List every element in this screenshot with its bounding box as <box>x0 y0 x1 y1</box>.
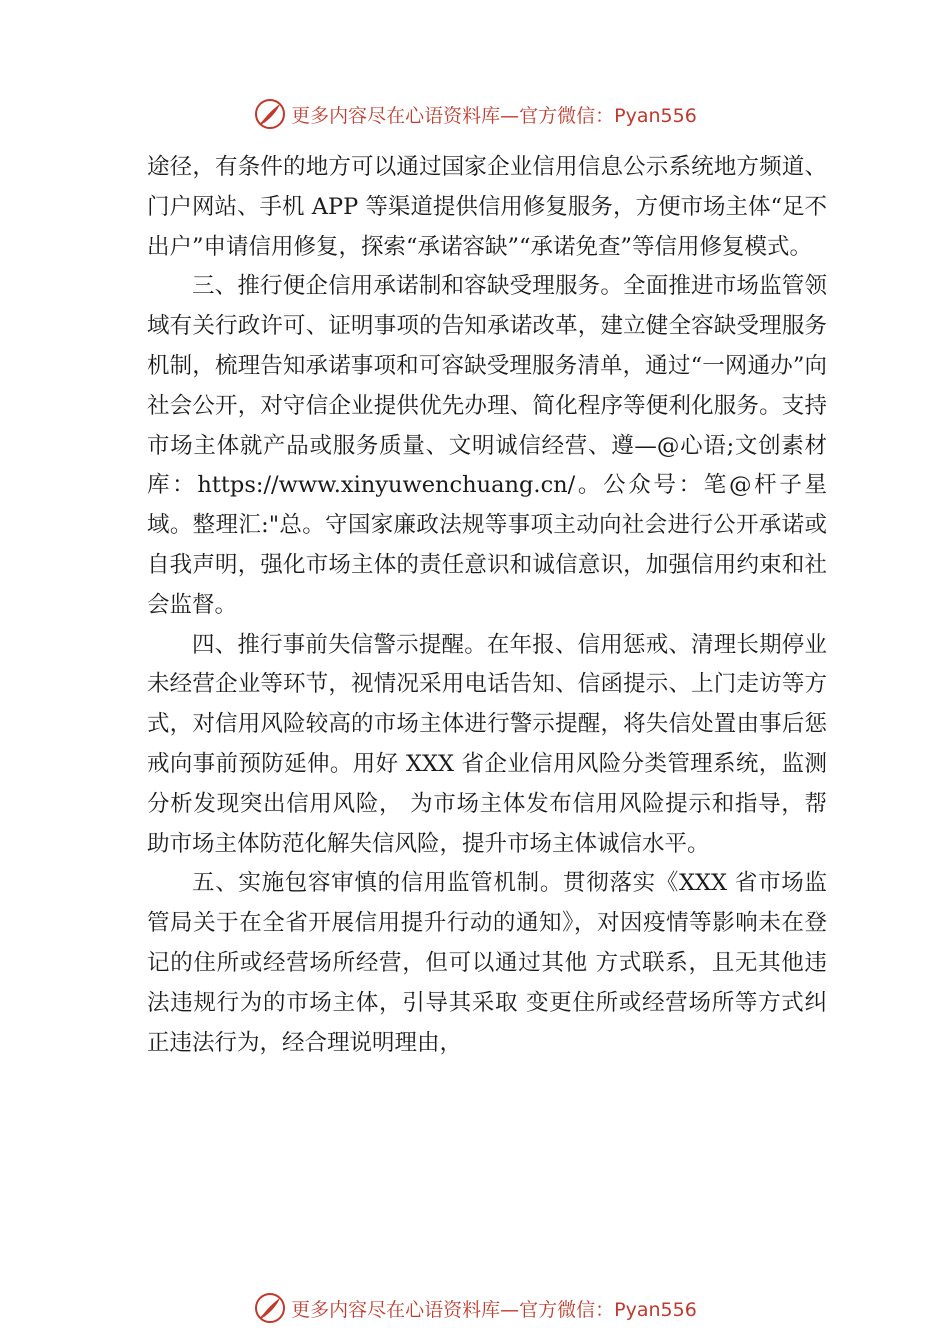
paragraph-section-4: 四、推行事前失信警示提醒。在年报、信用惩戒、清理长期停业未经营企业等环节，视情况采用电话告知、信函提示、上门走访等方式，对信用风险较高的市场主体进行警示提醒，将失信处置由事后惩戒向事前预防延伸。用好 XXX 省企业信用风险分类管理系统，监测分析发现突出信用风险， 为市场主体发布信用风险提示和指导，帮助市场主体防范化解失信风险，提升市场主体诚信水平。 <box>147 631 827 857</box>
paragraph-continuation: 途径，有条件的地方可以通过国家企业信用信息公示系统地方频道、门户网站、手机 APP 等渠道提供信用修复服务，方便市场主体“足不出户”申请信用修复，探索“承诺容缺”“承诺免查”等信用修复模式。 <box>147 154 827 260</box>
banner-text-wechat: —官方微信：Pyan556 <box>500 1298 697 1321</box>
header-banner <box>0 94 950 134</box>
footer-banner <box>0 1288 950 1328</box>
paragraph-section-5: 五、实施包容审慎的信用监管机制。贯彻落实《XXX 省市场监管局关于在全省开展信用提升行动的通知》，对因疫情等影响未在登记的住所或经营场所经营，但可以通过其他 方式联系，且无其他违法违规行为的市场主体，引导其采取 变更住所或经营场所等方式纠正违法行为，经合理说明理由， <box>147 870 827 1056</box>
quill-logo-icon <box>253 1291 287 1325</box>
banner-text-wechat: —官方微信：Pyan556 <box>500 104 697 127</box>
quill-logo-icon <box>253 97 287 131</box>
banner-text-main: 更多内容尽在心语资料库 <box>291 104 501 127</box>
document-body <box>147 148 827 1063</box>
banner-text-main: 更多内容尽在心语资料库 <box>291 1298 501 1321</box>
paragraph-section-3: 三、推行便企信用承诺制和容缺受理服务。全面推进市场监管领域有关行政许可、证明事项的告知承诺改革，建立健全容缺受理服务机制，梳理告知承诺事项和可容缺受理服务清单，通过“一网通办”向社会公开，对守信企业提供优先办理、简化程序等便利化服务。支持市场主体就产品或服务质量、文明诚信经营、遵—@心语;文创素材库：https://www.xinyuwenchuang.cn/。公众号：笔@杆子星域。整理汇:"总。守国家廉政法规等事项主动向社会进行公开承诺或自我声明，强化市场主体的责任意识和诚信意识，加强信用约束和社会监督。 <box>147 273 827 618</box>
